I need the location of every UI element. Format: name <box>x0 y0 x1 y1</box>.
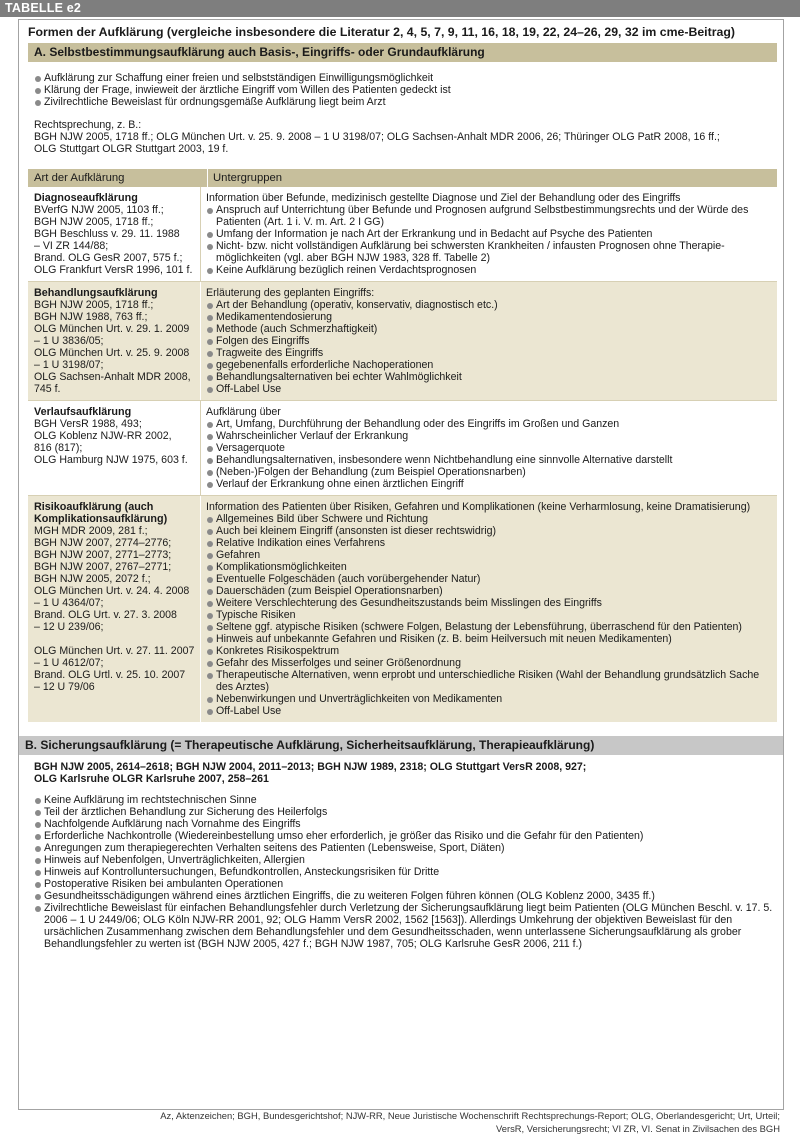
bullet-item: gegebenenfalls erforderliche Nachoperationen <box>206 359 773 371</box>
table-title: Formen der Aufklärung (vergleiche insbesondere die Literatur 2, 4, 5, 7, 9, 11, 16, 18, 19, 22, 24–26, 29, 32 im cme-Beitrag) <box>28 25 735 39</box>
bullet-item: Weitere Verschlechterung des Gesundheitszustands beim Misslingen des Eingriffs <box>206 597 773 609</box>
footnote <box>0 1109 780 1135</box>
table-row <box>28 401 777 495</box>
table-row <box>28 187 777 281</box>
bullet-item: Erforderliche Nachkontrolle (Wiedereinbestellung umso eher erforderlich, je größer das Risiko und die Gefahr für den Patienten) <box>34 830 779 842</box>
table-box <box>18 19 784 1110</box>
table-row <box>28 282 777 400</box>
bullet-item: Medikamentendosierung <box>206 311 773 323</box>
bullet-item: Auch bei kleinem Eingriff (ansonsten ist dieser rechtswidrig) <box>206 525 773 537</box>
bullet-item: Klärung der Frage, inwieweit der ärztliche Eingriff vom Willen des Patienten gedeckt ist <box>34 84 773 96</box>
bullet-item: Behandlungsalternativen bei echter Wahlmöglichkeit <box>206 371 773 383</box>
row-reference: Brand. OLG Urtl. v. 25. 10. 2007 <box>34 669 186 681</box>
row-reference: MGH MDR 2009, 281 f.; <box>34 525 148 537</box>
bullet-item: Anregungen zum therapiegerechten Verhalten seitens des Patienten (Lebensweise, Sport, Diäten) <box>34 842 779 854</box>
bullet-item: Teil der ärztlichen Behandlung zur Sicherung des Heilerfolgs <box>34 806 779 818</box>
bullet-item: Seltene ggf. atypische Risiken (schwere Folgen, Belastung der Lebensführung, überraschend für den Patienten) <box>206 621 773 633</box>
table-row <box>28 496 777 722</box>
row-intro: Information des Patienten über Risiken, Gefahren und Komplikationen (keine Verharmlosung, keine Dramatisierung) <box>206 501 751 513</box>
row-subgroups-cell <box>201 187 777 281</box>
row-reference: – 1 U 4612/07; <box>34 657 104 669</box>
bullet-item: Dauerschäden (zum Beispiel Operationsnarben) <box>206 585 773 597</box>
bullet-item: Tragweite des Eingriffs <box>206 347 773 359</box>
section-b-bullets <box>34 794 779 950</box>
section-a-body <box>28 62 777 163</box>
section-b-title: B. Sicherungsaufklärung (= Therapeutische Aufklärung, Sicherheitsaufklärung, Therapieaufklärung) <box>19 736 783 755</box>
bullet-item: Therapeutische Alternativen, wenn erprobt und unterschiedliche Risiken (Wahl der Behandlung grundsätzlich Sache des Arztes) <box>206 669 773 693</box>
bullet-item: Nachfolgende Aufklärung nach Vornahme des Eingriffs <box>34 818 779 830</box>
section-a-bullets <box>34 72 773 108</box>
bullet-item: Postoperative Risiken bei ambulanten Operationen <box>34 878 779 890</box>
row-reference: Brand. OLG Urt. v. 27. 3. 2008 <box>34 609 177 621</box>
row-reference: BGH NJW 2007, 2767–2771; <box>34 561 172 573</box>
bullet-item: Gefahr des Misserfolges und seiner Größenordnung <box>206 657 773 669</box>
row-intro: Erläuterung des geplanten Eingriffs: <box>206 287 375 299</box>
row-subgroups-cell <box>201 282 777 400</box>
row-bullets <box>206 204 773 276</box>
bullet-item: Hinweis auf unbekannte Gefahren und Risiken (z. B. beim Heilversuch mit neuen Medikamenten) <box>206 633 773 645</box>
table-rows <box>28 187 777 722</box>
bullet-item: Keine Aufklärung bezüglich reinen Verdachtsprognosen <box>206 264 773 276</box>
row-reference: OLG Hamburg NJW 1975, 603 f. <box>34 454 188 466</box>
row-reference: – VI ZR 144/88; <box>34 240 109 252</box>
bullet-item: Folgen des Eingriffs <box>206 335 773 347</box>
row-reference: BGH NJW 2007, 2774–2776; <box>34 537 172 549</box>
row-reference: – 1 U 3836/05; <box>34 335 104 347</box>
row-reference: BVerfG NJW 2005, 1103 ff.; <box>34 204 164 216</box>
row-reference <box>34 633 196 645</box>
column-header-type: Art der Aufklärung <box>28 169 208 187</box>
row-type-cell <box>28 282 201 400</box>
row-reference: – 12 U 79/06 <box>34 681 95 693</box>
row-reference: BGH NJW 2005, 1718 ff.; <box>34 299 154 311</box>
bullet-item: Umfang der Information je nach Art der Erkrankung und in Bedacht auf Psyche des Patienten <box>206 228 773 240</box>
bullet-item: Keine Aufklärung im rechtstechnischen Sinne <box>34 794 779 806</box>
bullet-item: Art der Behandlung (operativ, konservativ, diagnostisch etc.) <box>206 299 773 311</box>
bullet-item: Eventuelle Folgeschäden (auch vorübergehender Natur) <box>206 573 773 585</box>
row-reference: 816 (817); <box>34 442 83 454</box>
bullet-item: Zivilrechtliche Beweislast für ordnungsgemäße Aufklärung liegt beim Arzt <box>34 96 773 108</box>
row-reference: 745 f. <box>34 383 61 395</box>
row-reference: OLG Sachsen-Anhalt MDR 2008, <box>34 371 191 383</box>
row-type-cell <box>28 187 201 281</box>
row-reference: OLG Koblenz NJW-RR 2002, <box>34 430 172 442</box>
section-b-body <box>19 755 783 950</box>
footnote-line: Az, Aktenzeichen; BGH, Bundesgerichtshof; NJW-RR, Neue Juristische Wochenschrift Rechtsprechungs-Report; OLG, Oberlandesgericht; Urt, Urteil; <box>160 1110 780 1121</box>
bullet-item: Komplikationsmöglichkeiten <box>206 561 773 573</box>
section-a-ref-label: Rechtsprechung, z. B.: <box>34 119 142 131</box>
row-subgroups-cell <box>201 496 777 722</box>
bullet-item: Gesundheitsschädigungen während eines ärztlichen Eingriffs, die zu weiteren Folgen führen können (OLG Koblenz 2000, 3435 ff.) <box>34 890 779 902</box>
table-header <box>28 169 777 187</box>
bullet-item: Konkretes Risikospektrum <box>206 645 773 657</box>
row-reference: – 1 U 4364/07; <box>34 597 104 609</box>
row-reference: BGH NJW 2005, 1718 ff.; <box>34 216 154 228</box>
bullet-item: Methode (auch Schmerzhaftigkeit) <box>206 323 773 335</box>
section-a-ref-line: BGH NJW 2005, 1718 ff.; OLG München Urt. v. 25. 9. 2008 – 1 U 3198/07; OLG Sachsen-Anhalt MDR 2006, 26; Thüringer OLG PatR 2008, 16 ff.; <box>34 131 720 143</box>
bullet-item: Zivilrechtliche Beweislast für einfachen Behandlungsfehler durch Verletzung der Sicherungsaufklärung liegt beim Patienten (OLG München Beschl. v. 17. 5. 2006 – 1 U 2449/06; OLG Köln NJW-RR 2001, 92; OLG Hamm VersR 2002, 1562 [1563]). Allerdings Umkehrung der objektiven Beweislast für den ursächlichen Zusammenhang zwischen dem Behandlungsfehler und dem Gesundheitsschaden, wenn unterlassene Sicherungsaufklärung als grober Behandlungsfehler zu werten ist (BGH NJW 2005, 427 f.; BGH NJW 1987, 705; OLG Karlsruhe GesR 2006, 211 f.) <box>34 902 779 950</box>
bullet-item: Off-Label Use <box>206 705 773 717</box>
row-reference: BGH Beschluss v. 29. 11. 1988 <box>34 228 180 240</box>
bullet-item: Verlauf der Erkrankung ohne einen ärztlichen Eingriff <box>206 478 773 490</box>
row-reference: OLG München Urt. v. 24. 4. 2008 <box>34 585 190 597</box>
bullet-item: Off-Label Use <box>206 383 773 395</box>
bullet-item: Typische Risiken <box>206 609 773 621</box>
section-b-ref-line: BGH NJW 2005, 2614–2618; BGH NJW 2004, 2011–2013; BGH NJW 1989, 2318; OLG Stuttgart VersR 2008, 927; <box>34 761 587 773</box>
bullet-item: Wahrscheinlicher Verlauf der Erkrankung <box>206 430 773 442</box>
row-reference: OLG München Urt. v. 29. 1. 2009 <box>34 323 190 335</box>
row-type-name: Diagnoseaufklärung <box>34 192 138 204</box>
row-bullets <box>206 513 773 717</box>
footnote-line: VersR, Versicherungsrecht; VI ZR, VI. Senat in Zivilsachen des BGH <box>496 1123 780 1134</box>
row-type-cell <box>28 401 201 495</box>
row-bullets <box>206 418 773 490</box>
row-reference: Brand. OLG GesR 2007, 575 f.; <box>34 252 183 264</box>
section-a-ref-line: OLG Stuttgart OLGR Stuttgart 2003, 19 f. <box>34 143 229 155</box>
row-reference: OLG München Urt. v. 27. 11. 2007 <box>34 645 195 657</box>
column-header-subgroups: Untergruppen <box>213 172 283 184</box>
bullet-item: Nicht- bzw. nicht vollständigen Aufklärung bei schwersten Krankheiten / infausten Prognosen ohne Therapiemöglichkeiten (vgl. aber BGH NJW 1983, 328 ff. Tabelle 2) <box>206 240 773 264</box>
bullet-item: Nebenwirkungen und Unverträglichkeiten von Medikamenten <box>206 693 773 705</box>
bullet-item: Gefahren <box>206 549 773 561</box>
row-intro: Information über Befunde, medizinisch gestellte Diagnose und Ziel der Behandlung oder des Eingriffs <box>206 192 681 204</box>
bullet-item: Allgemeines Bild über Schwere und Richtung <box>206 513 773 525</box>
row-reference: BGH VersR 1988, 493; <box>34 418 142 430</box>
bullet-item: (Neben-)Folgen der Behandlung (zum Beispiel Operationsnarben) <box>206 466 773 478</box>
row-intro: Aufklärung über <box>206 406 281 418</box>
bullet-item: Relative Indikation eines Verfahrens <box>206 537 773 549</box>
row-type-name: Verlaufsaufklärung <box>34 406 132 418</box>
row-type-name: Behandlungsaufklärung <box>34 287 158 299</box>
bullet-item: Art, Umfang, Durchführung der Behandlung oder des Eingriffs im Großen und Ganzen <box>206 418 773 430</box>
table-label: TABELLE e2 <box>0 0 800 17</box>
row-reference: – 12 U 239/06; <box>34 621 104 633</box>
row-reference: BGH NJW 1988, 763 ff.; <box>34 311 148 323</box>
section-b-refs <box>34 761 779 785</box>
bullet-item: Hinweis auf Nebenfolgen, Unverträglichkeiten, Allergien <box>34 854 779 866</box>
row-reference: – 1 U 3198/07; <box>34 359 104 371</box>
bullet-item: Behandlungsalternativen, insbesondere wenn Nichtbehandlung eine sinnvolle Alternative darstellt <box>206 454 773 466</box>
bullet-item: Hinweis auf Kontrolluntersuchungen, Befundkontrollen, Ansteckungsrisiken für Dritte <box>34 866 779 878</box>
bullet-item: Aufklärung zur Schaffung einer freien und selbstständigen Einwilligungsmöglichkeit <box>34 72 773 84</box>
row-type-name: Risikoaufklärung (auch Komplikationsaufklärung) <box>34 501 168 525</box>
row-reference: BGH NJW 2007, 2771–2773; <box>34 549 172 561</box>
bullet-item: Anspruch auf Unterrichtung über Befunde und Prognosen aufgrund Selbstbestimmungsrechts und der Würde des Patienten (Art. 1 i. V. m. Art. 2 I GG) <box>206 204 773 228</box>
row-type-cell <box>28 496 201 722</box>
row-subgroups-cell <box>201 401 777 495</box>
section-b-ref-line: OLG Karlsruhe OLGR Karlsruhe 2007, 258–261 <box>34 773 269 785</box>
row-reference: OLG München Urt. v. 25. 9. 2008 <box>34 347 190 359</box>
row-bullets <box>206 299 773 395</box>
bullet-item: Versagerquote <box>206 442 773 454</box>
row-reference: OLG Frankfurt VersR 1996, 101 f. <box>34 264 193 276</box>
row-reference: BGH NJW 2005, 2072 f.; <box>34 573 151 585</box>
section-a-title: A. Selbstbestimmungsaufklärung auch Basis-, Eingriffs- oder Grundaufklärung <box>28 43 777 62</box>
